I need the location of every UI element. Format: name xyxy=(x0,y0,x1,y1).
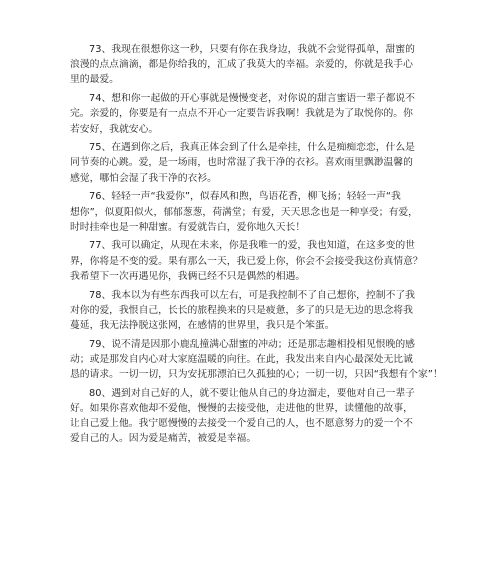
paragraph xyxy=(70,189,430,235)
text-line: 蔓延，我无法挣脱这张网，在感情的世界里，我只是个笨蛋。 xyxy=(70,319,335,331)
text-line: 爱自己的人。因为爱是痛苦，被爱是幸福。 xyxy=(70,433,257,445)
text-line: 76、轻轻一声“我爱你”，似春风和煦，鸟语花香，柳飞扬；轻轻一声“我 xyxy=(89,191,401,203)
text-line: 79、说不清是因那小鹿乱撞满心甜蜜的冲动；还是那志趣相投相见恨晚的感 xyxy=(89,338,415,350)
text-line: 我希望下一次再遇见你，我俩已经不只是偶然的相遇。 xyxy=(70,270,306,282)
text-line: 77、我可以确定，从现在未来，你是我唯一的爱，我也知道，在这多变的世 xyxy=(89,240,415,252)
text-line: 78、我本以为有些东西我可以左右，可是我控制不了自己想你，控制不了我 xyxy=(89,289,415,301)
text-line: 74、想和你一起做的开心事就是慢慢变老，对你说的甜言蜜语一辈子都说不 xyxy=(89,93,415,105)
text-line: 80、遇到对自己好的人，就不要让他从自己的身边溜走，要他对自己一辈子 xyxy=(89,387,415,399)
text-line: 时时挂牵也是一种甜蜜。有爱就告白，爱你地久天长！ xyxy=(70,221,306,233)
text-line: 里的最爱。 xyxy=(70,74,119,86)
text-line: 恳的请求。一切一切，只为安抚那漂泊已久孤独的心；一切一切，只因“我想有个家”！ xyxy=(70,369,443,381)
paragraph xyxy=(70,238,430,284)
text-line: 同节奏的心跳。爱，是一场雨，也时常湿了我干净的衣衫。喜欢雨里飘渺温馨的 xyxy=(70,157,413,169)
document-body xyxy=(70,42,443,447)
text-line: 感觉，哪怕会湿了我干净的衣衫。 xyxy=(70,172,217,184)
text-line: 若安好，我就安心。 xyxy=(70,123,159,135)
paragraph xyxy=(70,91,430,137)
text-line: 浪漫的点点滴滴，都是你给我的，汇成了我莫大的幸福。亲爱的，你就是我手心 xyxy=(70,59,413,71)
paragraph xyxy=(70,337,443,383)
paragraph xyxy=(70,386,430,447)
paragraph xyxy=(70,140,430,186)
text-line: 好。如果你喜欢他却不爱他，慢慢的去接受他，走进他的世界，读懂他的故事， xyxy=(70,402,413,414)
paragraph xyxy=(70,42,430,88)
text-line: 75、在遇到你之后，我真正体会到了什么是牵挂，什么是痴痴恋恋，什么是 xyxy=(89,142,415,154)
text-line: 对你的爱，我恨自己，长长的旅程换来的只是疲惫，多了的只是无边的思念将我 xyxy=(70,304,413,316)
text-line: 动；或是那发自内心对大家庭温暖的向往。在此，我发出来自内心最深处无比诚 xyxy=(70,353,413,365)
text-line: 完。亲爱的，你要是有一点点不开心一定要告诉我啊！我就是为了取悦你的。你 xyxy=(70,108,413,120)
text-line: 想你”，似夏阳似火，郁郁葱葱，荷满堂；有爱，天天思念也是一种享受；有爱， xyxy=(70,206,418,218)
text-line: 界，你将是不变的爱。果有那么一天，我已爱上你，你会不会接受我这份真情意？ xyxy=(70,255,423,267)
text-line: 73、我现在很想你这一秒，只要有你在我身边，我就不会觉得孤单，甜蜜的 xyxy=(89,44,415,55)
paragraph xyxy=(70,288,430,334)
text-line: 让自己爱上他。我宁愿慢慢的去接受一个爱自己的人，也不愿意努力的爱一个不 xyxy=(70,418,413,430)
